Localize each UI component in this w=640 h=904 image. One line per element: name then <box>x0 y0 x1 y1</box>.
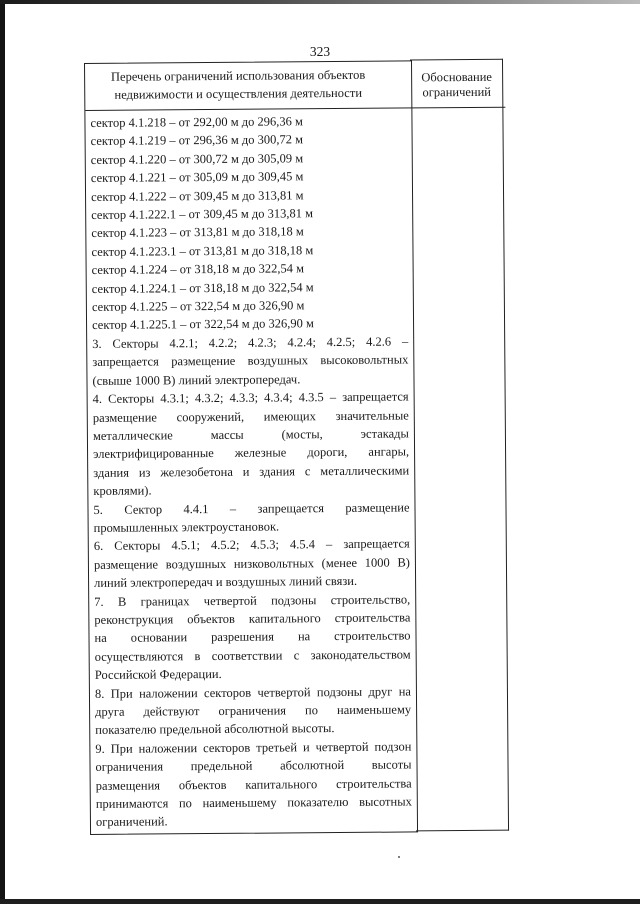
paragraph-line: 5. Сектор 4.4.1 – запрещается размещение <box>93 499 410 517</box>
paragraph-line: показателю предельной абсолютной высоты. <box>95 721 335 738</box>
header-left-cell: Перечень ограничений использования объектов недвижимости и осуществления деятельности <box>110 67 366 102</box>
paragraph-line: линий электропередач и воздушных линий связи. <box>94 574 358 591</box>
paragraph-line: осуществляются в соответствии с законодательством <box>94 647 411 664</box>
restrictions-content <box>90 111 412 831</box>
paragraph-line: (свыше 1000 В) линий электропередач. <box>92 371 301 388</box>
paragraph-line: 3. Секторы 4.2.1; 4.2.2; 4.2.3; 4.2.4; 4.2.5; 4.2.6 – <box>92 334 409 351</box>
paragraph-line: запрещается размещение воздушных высоковольтных <box>92 352 409 370</box>
scan-speck <box>398 856 400 858</box>
paragraph-line: принимаются по наименьшему показателю высотных <box>95 794 412 811</box>
sector-line: сектор 4.1.220 – от 300,72 м до 305,09 м <box>90 151 304 167</box>
restriction-paragraph <box>92 332 408 390</box>
paragraph-line: 4. Секторы 4.3.1; 4.3.2; 4.3.3; 4.3.4; 4.3.5 – запрещается <box>92 389 409 407</box>
paragraph-line: ограничений. <box>95 814 168 830</box>
restriction-paragraph <box>93 498 409 537</box>
paragraph-list <box>92 332 412 831</box>
scan-edge-left <box>0 0 5 904</box>
paragraph-line: 6. Секторы 4.5.1; 4.5.2; 4.5.3; 4.5.4 – запрещается <box>93 536 410 554</box>
paragraph-line: ограничения предельной абсолютной высоты <box>95 757 412 775</box>
paragraph-line: 7. В границах четвертой подзоны строительство, <box>94 592 411 609</box>
paragraph-line: металлические массы (мосты, эстакады <box>92 426 409 443</box>
sector-line: сектор 4.1.222 – от 309,45 м до 313,81 м <box>90 187 304 204</box>
paragraph-line: 9. При наложении секторов третьей и четвертой подзон <box>95 739 412 756</box>
paragraph-line: размещение воздушных низковольтных (менее 1000 В) <box>93 555 410 572</box>
paragraph-line: друга действуют ограничения по наименьшему <box>95 702 412 719</box>
restriction-paragraph <box>95 682 411 740</box>
table-left-column <box>84 60 418 835</box>
sector-line: сектор 4.1.223.1 – от 313,81 м до 318,18 м <box>91 243 314 259</box>
paragraph-line: реконструкция объектов капитального строительства <box>94 610 411 627</box>
paragraph-line: размещение сооружений, имеющих значительные <box>92 407 409 425</box>
scan-edge-top <box>0 0 640 4</box>
paragraph-line: электрифицированные железные дороги, ангары, <box>93 444 410 462</box>
restriction-paragraph <box>93 388 410 501</box>
sector-line: сектор 4.1.224 – от 318,18 м до 322,54 м <box>91 261 305 278</box>
sector-line: сектор 4.1.219 – от 296,36 м до 300,72 м <box>90 132 304 149</box>
page-number: 323 <box>309 44 331 59</box>
restriction-paragraph <box>94 590 411 685</box>
restrictions-table <box>84 60 493 835</box>
sector-list <box>90 111 408 334</box>
restriction-paragraph <box>95 737 412 832</box>
scan-edge-bottom <box>0 899 640 904</box>
paragraph-line: на основании разрешения на строительство <box>94 628 411 646</box>
sector-line: сектор 4.1.218 – от 292,00 м до 296,36 м <box>90 114 303 130</box>
paragraph-line: кровлями). <box>93 483 152 499</box>
sector-line: сектор 4.1.225 – от 322,54 м до 326,90 м <box>91 298 305 315</box>
table-right-column <box>410 59 509 832</box>
sector-line: сектор 4.1.223 – от 313,81 м до 318,18 м <box>91 224 304 241</box>
paragraph-line: промышленных электроустановок. <box>93 519 280 535</box>
sector-line: сектор 4.1.224.1 – от 318,18 м до 322,54 м <box>91 279 314 296</box>
sector-line: сектор 4.1.222.1 – от 309,45 м до 313,81 м <box>91 206 314 222</box>
header-right-cell: Обоснование ограничений <box>421 69 493 100</box>
restriction-paragraph <box>94 535 410 593</box>
paragraph-line: Российской Федерации. <box>94 667 222 683</box>
paragraph-line: здания из железобетона и здания с металлическими <box>93 463 410 480</box>
paragraph-line: 8. При наложении секторов четвертой подзоны друг на <box>94 684 411 701</box>
paragraph-line: размещения объектов капитального строительства <box>95 776 412 793</box>
sector-line: сектор 4.1.225.1 – от 322,54 м до 326,90 м <box>92 316 314 333</box>
sector-line: сектор 4.1.221 – от 305,09 м до 309,45 м <box>90 169 304 186</box>
